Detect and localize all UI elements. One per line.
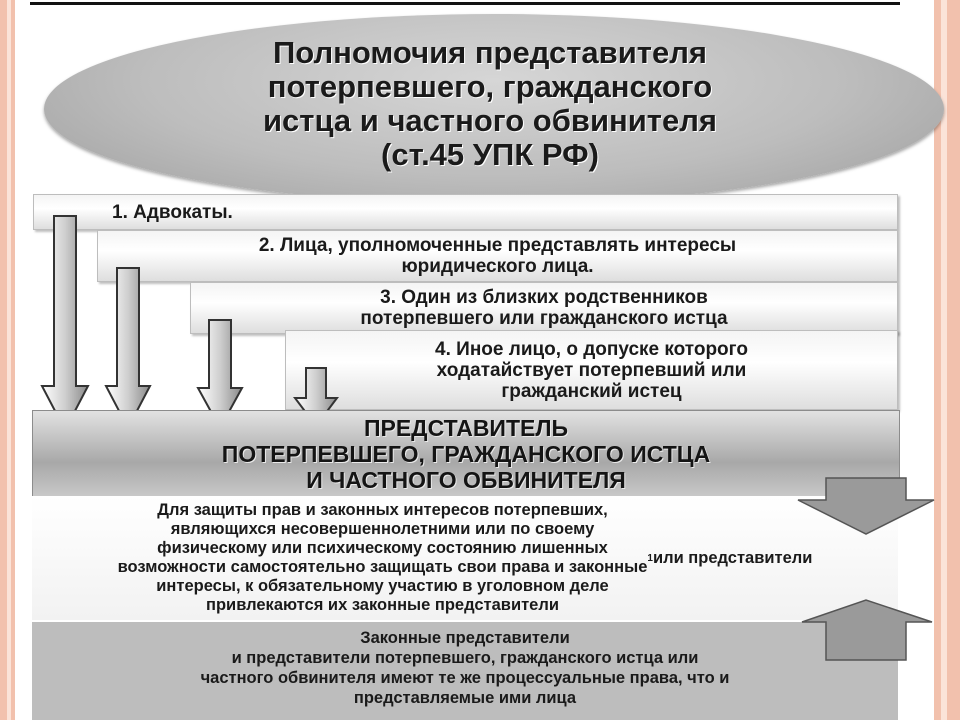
category-legal-entity-reps: 2. Лица, уполномоченные представлять интересы юридического лица.	[97, 230, 898, 282]
rights-tail: или представители	[652, 548, 813, 567]
top-rule	[30, 2, 900, 5]
category-other-person: 4. Иное лицо, о допуске которого ходатайствует потерпевший или гражданский истец	[285, 330, 898, 410]
rights-text: Для защиты прав и законных интересов потерпевших, являющихся несовершеннолетними или по своему физическому или психическому состоянию лишенных возможности самостоятельно защищать свои права и законные интересы, к обязательному участию в уголовном деле привлекаются их законные представители	[117, 501, 648, 614]
category-lawyers: 1. Адвокаты.	[33, 194, 898, 230]
category-close-relative: 3. Один из близких родственников потерпевшего или гражданского истца	[190, 282, 898, 334]
equal-rights-box: Законные представители и представители потерпевшего, гражданского истца или частного обвинителя имеют те же процессуальные права, что и представляемые ими лица	[32, 622, 898, 720]
rights-footnote: 1	[647, 552, 653, 564]
representative-banner: ПРЕДСТАВИТЕЛЬ ПОТЕРПЕВШЕГО, ГРАЖДАНСКОГО ИСТЦА И ЧАСТНОГО ОБВИНИТЕЛЯ	[32, 410, 900, 498]
page-title: Полномочия представителя потерпевшего, гражданского истца и частного обвинителя (ст.45 УПК РФ)	[263, 35, 717, 172]
minor-victims-rights-box	[32, 496, 898, 620]
left-decorative-border	[0, 0, 20, 720]
down-arrow-2-icon	[106, 268, 150, 428]
down-arrow-1-icon	[42, 216, 88, 430]
